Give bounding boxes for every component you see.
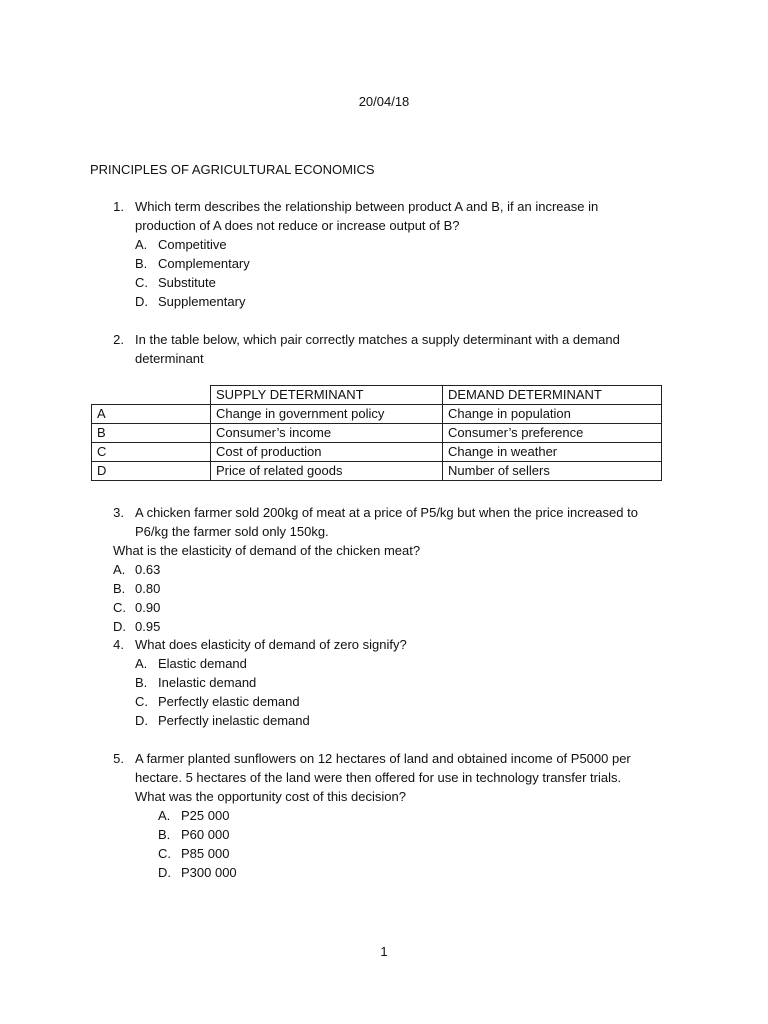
question-1-line-1: Which term describes the relationship between product A and B, if an increase in [135,199,599,214]
document-title: PRINCIPLES OF AGRICULTURAL ECONOMICS [90,162,375,177]
question-3-number: 3. [113,505,124,520]
table-header-row [92,386,662,405]
table-row [92,462,662,481]
question-4-line-1: What does elasticity of demand of zero signify? [135,637,407,652]
question-2-line-1: In the table below, which pair correctly matches a supply determinant with a demand [135,332,620,347]
q5-option-c-text: P85 000 [181,846,230,861]
question-3-line-3: What is the elasticity of demand of the chicken meat? [113,543,421,558]
q1-option-b-letter: B. [135,256,148,271]
table-row [92,424,662,443]
q4-option-b-text: Inelastic demand [158,675,257,690]
question-1-line-2: production of A does not reduce or increase output of B? [135,218,460,233]
q1-option-b-text: Complementary [158,256,250,271]
q5-option-b-text: P60 000 [181,827,230,842]
q4-option-c-text: Perfectly elastic demand [158,694,300,709]
q1-option-a-text: Competitive [158,237,227,252]
q3-option-a-text: 0.63 [135,562,161,577]
question-5-line-3: What was the opportunity cost of this decision? [135,789,406,804]
q4-option-a-text: Elastic demand [158,656,247,671]
q1-option-a-letter: A. [135,237,148,252]
q3-option-c-letter: C. [113,600,126,615]
table-header-empty [92,386,211,405]
q3-option-c-text: 0.90 [135,600,161,615]
document-date: 20/04/18 [358,94,410,109]
table-cell-supply: Change in government policy [211,405,443,424]
q5-option-a-letter: A. [158,808,171,823]
table-cell-demand: Change in weather [443,443,662,462]
table-cell-demand: Change in population [443,405,662,424]
question-1-number: 1. [113,199,124,214]
table-header-supply: SUPPLY DETERMINANT [211,386,443,405]
q3-option-b-text: 0.80 [135,581,161,596]
page-number: 1 [380,944,388,959]
q1-option-c-text: Substitute [158,275,216,290]
table-cell-supply: Cost of production [211,443,443,462]
question-3-line-2: P6/kg the farmer sold only 150kg. [135,524,329,539]
q5-option-b-letter: B. [158,827,171,842]
table-cell-demand: Number of sellers [443,462,662,481]
q3-option-d-letter: D. [113,619,126,634]
q3-option-b-letter: B. [113,581,126,596]
table-cell-option: D [92,462,211,481]
q1-option-c-letter: C. [135,275,148,290]
q4-option-d-text: Perfectly inelastic demand [158,713,310,728]
q4-option-b-letter: B. [135,675,148,690]
table-cell-option: A [92,405,211,424]
question-5-number: 5. [113,751,124,766]
table-cell-option: C [92,443,211,462]
question-4-number: 4. [113,637,124,652]
question-3-line-1: A chicken farmer sold 200kg of meat at a price of P5/kg but when the price increased to [135,505,638,520]
q5-option-a-text: P25 000 [181,808,230,823]
table-cell-supply: Price of related goods [211,462,443,481]
q3-option-d-text: 0.95 [135,619,161,634]
table-row [92,405,662,424]
determinant-table [91,385,662,481]
q4-option-c-letter: C. [135,694,148,709]
q1-option-d-text: Supplementary [158,294,246,309]
q5-option-c-letter: C. [158,846,171,861]
q5-option-d-text: P300 000 [181,865,237,880]
question-5-line-1: A farmer planted sunflowers on 12 hectares of land and obtained income of P5000 per [135,751,631,766]
q4-option-d-letter: D. [135,713,148,728]
table-row [92,443,662,462]
q5-option-d-letter: D. [158,865,171,880]
q4-option-a-letter: A. [135,656,148,671]
q1-option-d-letter: D. [135,294,148,309]
question-2-number: 2. [113,332,124,347]
q3-option-a-letter: A. [113,562,126,577]
table-cell-supply: Consumer’s income [211,424,443,443]
question-2-line-2: determinant [135,351,204,366]
table-cell-demand: Consumer’s preference [443,424,662,443]
question-5-line-2: hectare. 5 hectares of the land were then offered for use in technology transfer trials. [135,770,622,785]
table-header-demand: DEMAND DETERMINANT [443,386,662,405]
table-cell-option: B [92,424,211,443]
